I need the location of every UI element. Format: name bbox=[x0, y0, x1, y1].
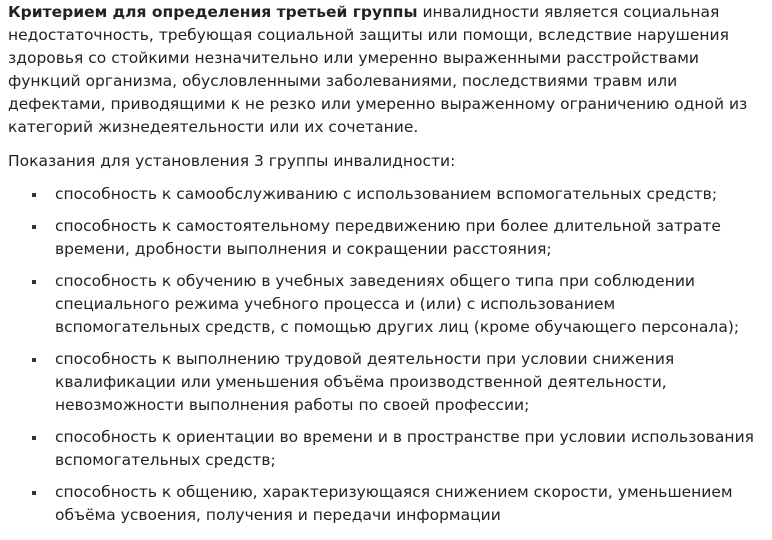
list-item-text: способность к самостоятельному передвижению при более длительной затрате времени, дробности выполнения и сокращении расстояния; bbox=[55, 217, 721, 258]
list-item-text: способность к общению, характеризующаяся снижением скорости, уменьшением объёма усвоения, получения и передачи информации bbox=[55, 483, 733, 524]
square-bullet-icon bbox=[32, 225, 36, 229]
square-bullet-icon bbox=[32, 280, 36, 284]
square-bullet-icon bbox=[32, 436, 36, 440]
intro-bold-lead: Критерием для определения третьей группы bbox=[8, 3, 418, 21]
square-bullet-icon bbox=[32, 193, 36, 197]
indications-list bbox=[8, 183, 762, 527]
list-item bbox=[8, 183, 762, 206]
indications-heading: Показания для установления 3 группы инвалидности: bbox=[8, 152, 456, 170]
list-item bbox=[8, 348, 762, 417]
list-item-text: способность к обучению в учебных заведениях общего типа при соблюдении специального режима учебного процесса и (или) с использованием вспомогательных средств, с помощью других лиц (кроме обучающего персонала); bbox=[55, 272, 740, 336]
intro-text: инвалидности является социальная недостаточность, требующая социальной защиты или помощи, вследствие нарушения здоровья со стойкими незначительно или умеренно выраженными расстройствами функций организма, обусловленными заболеваниями, последствиями травм или дефектами, приводящими к не резко или умеренно выраженному ограничению одной из категорий жизнедеятельности или их сочетание. bbox=[8, 3, 748, 136]
list-item-text: способность к самообслуживанию с использованием вспомогательных средств; bbox=[55, 185, 718, 203]
list-item bbox=[8, 426, 762, 472]
list-item bbox=[8, 215, 762, 261]
list-item-text: способность к выполнению трудовой деятельности при условии снижения квалификации или уменьшения объёма производственной деятельности, невозможности выполнения работы по своей профессии; bbox=[55, 350, 675, 414]
list-item bbox=[8, 270, 762, 339]
intro-paragraph bbox=[8, 1, 762, 139]
list-item-text: способность к ориентации во времени и в пространстве при условии использования вспомогательных средств; bbox=[55, 428, 754, 469]
square-bullet-icon bbox=[32, 491, 36, 495]
list-item bbox=[8, 481, 762, 527]
square-bullet-icon bbox=[32, 358, 36, 362]
